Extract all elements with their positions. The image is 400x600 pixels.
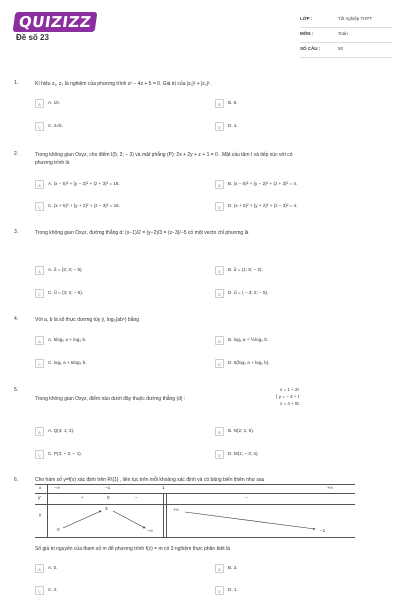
option-badge: B [215,180,224,189]
option-badge: C [35,202,44,211]
option-d[interactable] [215,359,365,368]
y-value: +∞ [173,507,179,512]
question-text-line-1: Trong không gian Oxyz, cho điểm I(5; 2; − 3) và mặt phẳng (P): 2x + 2y + z + 1 = 0 . Mặt cầu tâm I và tiếp xúc với có [35,152,293,158]
arrow-down [185,512,315,529]
y-label: y [39,512,42,517]
document-meta [300,15,392,60]
option-b[interactable] [215,427,365,436]
option-badge: D [215,122,224,131]
option-text: C. u⃗ = (3; 2; − 5). [48,290,84,295]
option-text: D. M(1; − 3; 4). [228,451,259,456]
y-value: −∞ [147,528,153,533]
meta-key: MÔN : [300,31,314,36]
option-badge: A [35,427,44,436]
meta-row-count [300,45,392,58]
option-a[interactable] [35,99,185,108]
option-c[interactable] [35,202,185,211]
option-a[interactable] [35,427,185,436]
option-c[interactable] [35,289,185,298]
option-badge: C [35,289,44,298]
option-text: D. 1. [228,587,238,592]
option-badge: C [35,122,44,131]
option-badge: B [215,427,224,436]
yprime-label: y' [38,495,42,500]
variation-arrows [35,484,355,540]
system-row: x = 1 + 2t [280,387,299,392]
question-number: 1. [14,80,19,86]
option-c[interactable] [35,122,185,131]
option-badge: C [35,359,44,368]
yprime-sign: − [245,495,248,500]
system-row: { y = − 3 + t [276,394,299,399]
option-badge: B [215,336,224,345]
question-text: Trong không gian Oxyz, điểm nào dưới đây thuộc đường thẳng (d) : [35,396,186,402]
option-text: A. Q(4; 1; 3). [48,428,75,433]
option-text: B. 3. [228,565,238,570]
question-number: 4. [14,316,19,322]
y-value: 0 [57,527,60,532]
option-a[interactable] [35,180,185,189]
arrow-up [63,511,101,528]
option-text: A. u⃗ = (2; 3; − 5). [48,267,83,272]
option-d[interactable] [215,289,365,298]
option-c[interactable] [35,586,185,595]
document-title: Đề số 23 [16,33,49,42]
question-number: 5. [14,387,19,393]
document-header [0,0,400,62]
option-text: B. N(2; 1; 5). [228,428,255,433]
x-value: −1 [105,485,111,490]
system-row: z = 4 + 5t [280,401,299,406]
option-text: B. u⃗ = (1; 5; − 2). [228,267,263,272]
meta-value: Toán [338,31,348,36]
question-text: Với a, b là số thực dương tùy ý, log₅(ab⁵) bằng [35,317,140,323]
meta-row-subject [300,30,392,43]
option-a[interactable] [35,266,185,275]
option-badge: C [35,586,44,595]
yprime-sign: 0 [107,495,110,500]
option-text: A. (x − 5)² + (y − 2)² + (z + 3)² = 16. [48,181,120,186]
option-a[interactable] [35,336,185,345]
option-text: C. (x + 5)² + (y + 2)² + (z − 3)² = 16. [48,203,120,208]
option-b[interactable] [215,336,365,345]
option-text: B. log₅ a + ⅕log₅ b. [228,337,269,342]
option-text: D. 4. [228,123,238,128]
line-equation-system [276,386,299,407]
x-value: −∞ [54,485,60,490]
option-a[interactable] [35,564,185,573]
option-c[interactable] [35,450,185,459]
option-b[interactable] [215,180,365,189]
meta-row-class [300,15,392,28]
option-badge: D [215,586,224,595]
option-c[interactable] [35,359,185,368]
option-badge: A [35,266,44,275]
variation-table [35,484,355,540]
question-text-line-2: phương trình là [35,160,70,166]
question-number: 2. [14,151,19,157]
option-text: C. log₅ a + 5log₅ b. [48,360,87,365]
option-d[interactable] [215,122,365,131]
quizizz-logo: QUIZIZZ [13,12,98,32]
y-value: 3 [105,506,108,511]
option-badge: C [35,450,44,459]
option-badge: A [35,99,44,108]
option-text: A. 10. [48,100,61,105]
option-badge: B [215,99,224,108]
x-label: x [39,485,42,490]
option-badge: A [35,180,44,189]
question-text: Trong không gian Oxyz, đường thẳng d: (x−1)/2 = (y−2)/3 = (z−3)/−5 có một vecto chỉ phương là [35,230,249,236]
meta-value: Tốt nghiệp THPT [338,16,373,21]
option-badge: D [215,202,224,211]
option-badge: A [35,564,44,573]
option-text: D. u⃗ = ( − 3; 2; − 5). [228,290,269,295]
option-text: D. (x + 5)² + (y + 2)² + (z − 3)² = 4. [228,203,298,208]
question-text: Cho hàm số y=f(x) xác định trên R\{1} , liên tục trên mỗi khoảng xác định và có bảng biến thiên như sau [35,477,265,483]
option-text: A. 0. [48,565,58,570]
option-b[interactable] [215,266,365,275]
option-badge: D [215,289,224,298]
y-value: −1 [320,528,326,533]
yprime-sign: + [81,495,84,500]
option-badge: A [35,336,44,345]
option-text: B. 6. [228,100,238,105]
option-text: C. P(3; − 2; − 1). [48,451,82,456]
question-number: 3. [14,229,19,235]
option-d[interactable] [215,450,365,459]
option-d[interactable] [215,202,365,211]
option-badge: B [215,266,224,275]
meta-key: SỐ CÂU : [300,46,321,51]
option-text: B. (x − 5)² + (y − 2)² + (z + 3)² = 4. [228,181,298,186]
option-d[interactable] [215,586,365,595]
option-text: C. 2. [48,587,58,592]
yprime-sign: − [135,495,138,500]
option-text: D. 5(log₅ a + log₅ b). [228,360,270,365]
question-text-after: Số giá trị nguyên của tham số m để phương trình f(x) = m có 3 nghiệm thực phân biệt là [35,546,230,552]
arrow-down [113,511,145,528]
x-value: 1 [162,485,165,490]
option-badge: D [215,359,224,368]
option-text: A. 5log₅ a + log₅ b. [48,337,87,342]
meta-value: 50 [338,46,344,51]
x-value: +∞ [327,485,333,490]
option-badge: D [215,450,224,459]
question-number: 6. [14,477,19,483]
option-b[interactable] [215,564,365,573]
option-text: C. 2√5. [48,123,63,128]
option-b[interactable] [215,99,365,108]
meta-key: LỚP : [300,16,313,21]
question-text: Kí hiệu z₁, z₂ là nghiệm của phương trình z² − 4z + 5 = 0. Giá trị của |z₁|² + |z₂|² . [35,81,213,87]
option-badge: B [215,564,224,573]
